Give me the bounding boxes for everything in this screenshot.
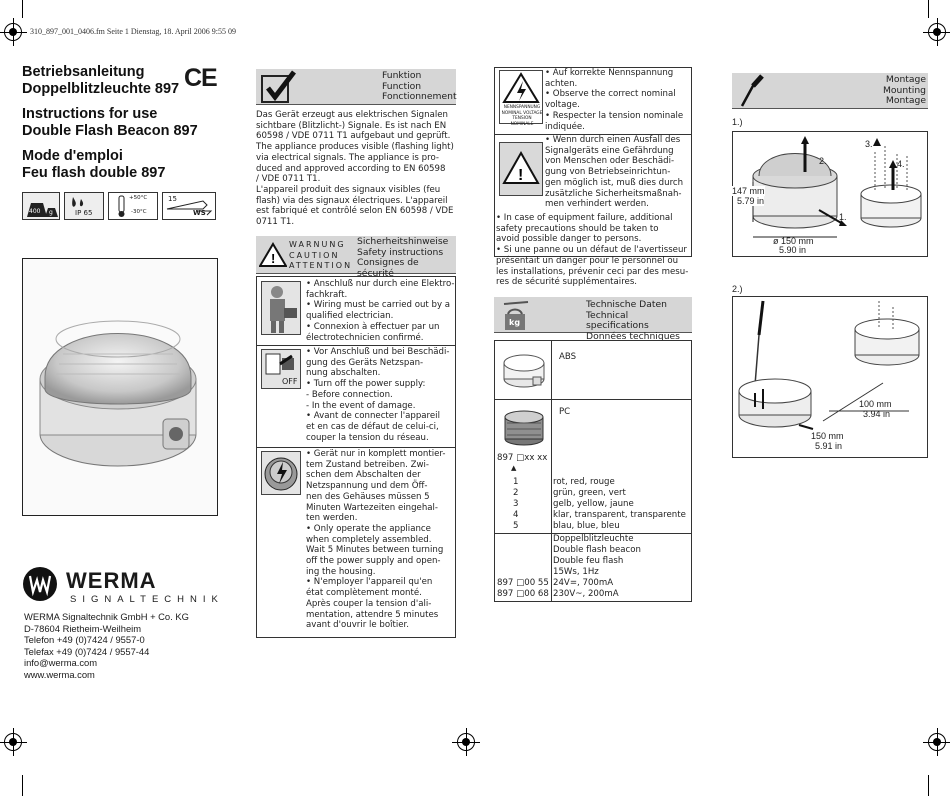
color-number: 4 [513, 510, 519, 520]
color-number: 1 [513, 477, 519, 487]
safety-line: gung des Geräts Netzspan- [306, 357, 424, 368]
ip-rating-icon [64, 192, 104, 220]
weight-unit: g [49, 209, 53, 216]
function-text [256, 110, 456, 228]
electrician-image [261, 281, 301, 335]
safety-line: mentation, attendre 5 minutes [306, 609, 439, 620]
mounting-header [732, 73, 928, 109]
failure-line: • Si une panne ou un défaut de l'avertisseur [496, 245, 687, 256]
function-line: duced and approved according to EN 60598 [256, 163, 446, 174]
function-line: Das Gerät erzeugt aus elektrischen Signalen [256, 110, 448, 120]
safety-line: état complètement monté. [306, 588, 422, 599]
safety-text-electrician [306, 279, 455, 343]
mounting-diagram-1 [732, 131, 928, 257]
safety-line: nen des Gehäuses müssen 5 [306, 491, 430, 502]
tech-heading-de: Technische Daten [586, 299, 667, 310]
color-name: gelb, yellow, jaune [553, 499, 634, 509]
safety-line: tem Zustand betreiben. Zwi- [306, 459, 430, 470]
function-line: / VDE 0711 T1. [256, 174, 321, 185]
color-number: 5 [513, 521, 519, 531]
ip-label: IP 65 [75, 209, 93, 217]
step2-label: 2.) [732, 284, 743, 294]
function-line: est fabriqué et contrôlé selon EN 60598 / VDE [256, 206, 454, 217]
tech-table [494, 340, 692, 602]
safety-line: Wait 5 Minutes between turning [306, 545, 444, 556]
failure-text-box [545, 135, 683, 210]
safety-line: avant d'ouvrir le boîtier. [306, 620, 409, 631]
safety-line: - Before connection. [306, 389, 393, 400]
address-line: Telefon +49 (0)7424 / 9557-0 [24, 634, 145, 646]
failure-line: avoid possible danger to persons. [496, 234, 642, 245]
warn-word-fr: ATTENTION [289, 261, 353, 271]
tech-heading-en: Technical specifications [586, 309, 649, 332]
material-abs: ABS [559, 352, 577, 362]
safety-line: • Avant de connecter l'appareil [306, 411, 440, 422]
safety-line: • Gerät nur in komplett montier- [306, 449, 446, 459]
beacon-voltage-image [261, 451, 301, 495]
wind-unit: WS [193, 209, 206, 217]
table-vline [551, 341, 552, 601]
function-heading-de: Funktion [382, 70, 422, 81]
voltage-line: • Auf korrekte Nennspannung [545, 68, 674, 78]
safety-line: • Connexion à effectuer par un [306, 321, 440, 332]
failure-line: les installations, prévenir ceci par des mesu- [496, 266, 689, 277]
function-line: via electrical signals. The appliance is pro- [256, 152, 439, 163]
address-line: D-78604 Rietheim-Weilheim [24, 622, 142, 634]
screwdriver-icon [736, 74, 766, 108]
safety-heading-fr: Consignes de sécurité [357, 257, 419, 280]
safety-divider [257, 345, 455, 346]
housing-abs-image [499, 349, 549, 401]
safety-header [256, 236, 456, 280]
failure-line: zusätzliche Sicherheitsmaßnah- [545, 188, 682, 199]
safety-heading-de: Sicherheitshinweise [357, 236, 449, 247]
warn-word-en: CAUTION [289, 250, 340, 260]
variant-code: 897 □00 55 [497, 578, 549, 588]
mounting-diagram-2 [732, 296, 928, 458]
mounting-heading-fr: Montage [885, 95, 926, 107]
address-line: Telefax +49 (0)7424 / 9557-44 [24, 645, 150, 657]
failure-line: res de sécurité supplémentaires. [496, 277, 638, 288]
title-fr-line2: Feu flash double 897 [22, 165, 166, 181]
title-fr-line1: Mode d'emploi [22, 148, 123, 164]
spec-icon-row [22, 192, 216, 220]
warning-triangle-icon [259, 242, 287, 268]
safety-text-power [306, 347, 449, 443]
failure-line: présentait un danger pour le personnel ou [496, 255, 679, 266]
company-address [24, 611, 189, 681]
tech-header [494, 297, 692, 343]
safety-divider [257, 447, 455, 448]
failure-line: von Menschen oder Beschädi- [545, 156, 675, 167]
failure-line: • In case of equipment failure, additional [496, 213, 673, 223]
safety-line: when completely assembled. [306, 534, 432, 545]
registration-mark [457, 733, 475, 751]
failure-line: Signalgeräts eine Gefährdung [545, 145, 674, 156]
function-line: sichtbare (Blitzlicht-) Signale. Es ist nach EN [256, 120, 447, 131]
temp-low: -30°C [131, 209, 147, 215]
failure-text-full [496, 213, 688, 288]
variant-spec: 230V~, 200mA [553, 589, 619, 599]
height-mm: 147 mm [732, 186, 765, 196]
safety-line: • N'employer l'appareil qu'en [306, 577, 433, 588]
werma-logo [22, 566, 224, 610]
function-heading-en: Function [382, 80, 422, 92]
part-code: 897 □xx xx [497, 453, 548, 463]
title-en-line1: Instructions for use [22, 106, 158, 122]
function-line: L'appareil produit des signaux visibles (feu [256, 184, 441, 195]
function-line: 0711 T1. [256, 217, 295, 228]
function-line: The appliance produces visible (flashing light) [256, 142, 454, 153]
address-line: www.werma.com [24, 668, 95, 680]
safety-line: schen dem Abschalten der [306, 470, 421, 481]
weight-icon [22, 192, 60, 220]
safety-line: couper la tension du réseau. [306, 432, 429, 443]
safety-line: - In the event of damage. [306, 400, 416, 411]
height-in: 5.79 in [737, 196, 765, 206]
voltage-line: • Observe the correct nominal [545, 89, 676, 100]
temp-high: +50°C [129, 195, 148, 201]
arrow-4-label: 4. [897, 159, 905, 169]
warn-word-de: WARNUNG [289, 240, 346, 249]
safety-line: ten werden. [306, 513, 358, 524]
dim-150-in: 5.91 in [815, 441, 843, 451]
failure-line: safety precautions should be taken to [496, 223, 659, 234]
dome-pc-image [499, 403, 549, 453]
svg-text:!: ! [518, 167, 524, 184]
off-label: OFF [282, 377, 298, 386]
material-pc: PC [559, 407, 571, 417]
wind-icon [162, 192, 216, 220]
svg-text:!: ! [271, 251, 276, 266]
registration-mark [928, 23, 946, 41]
safety-line: • Turn off the power supply: [306, 379, 426, 390]
safety-line: • Wiring must be carried out by a [306, 300, 451, 311]
safety-line: • Only operate the appliance [306, 523, 431, 534]
arrow-2-label: 2. [819, 156, 827, 166]
power-off-image [261, 349, 301, 389]
product-photo [22, 258, 218, 516]
product-name-en: Double flash beacon [553, 545, 641, 555]
ce-mark: CE [184, 64, 217, 92]
step1-label: 1.) [732, 117, 743, 127]
title-block [22, 64, 198, 182]
safety-line: électrotechnicien confirmé. [306, 332, 424, 343]
title-de-line2: Doppelblitzleuchte 897 [22, 81, 180, 97]
color-number: 2 [513, 488, 519, 498]
safety-line: fachkraft. [306, 289, 348, 300]
function-header [256, 69, 456, 105]
dim-100-in: 3.94 in [863, 409, 891, 419]
safety-table [256, 276, 456, 638]
sign-line: TENSION NOMINALE [510, 116, 534, 127]
title-de-line1: Betriebsanleitung [22, 64, 145, 80]
crop-mark [22, 775, 23, 796]
voltage-line: indiquée. [545, 121, 585, 132]
table-hline [495, 399, 691, 400]
mounting-heading-en: Mounting [882, 84, 926, 96]
sign-line: NOMINAL VOLTAGE [501, 110, 543, 116]
color-name: klar, transparent, transparente [553, 510, 686, 520]
part-code-arrow: ▲ [511, 464, 517, 472]
failure-line: gen möglich ist, muß dies durch [545, 177, 684, 188]
safety-line: • Anschluß nur durch eine Elektro- [306, 279, 455, 289]
diameter-in: 5.90 in [779, 245, 807, 255]
color-name: blau, blue, bleu [553, 521, 620, 531]
voltage-line: • Respecter la tension nominale [545, 110, 684, 121]
registration-mark [4, 733, 22, 751]
voltage-line: achten. [545, 78, 578, 89]
address-line: WERMA Signaltechnik GmbH + Co. KG [24, 611, 189, 622]
title-en-line2: Double Flash Beacon 897 [22, 123, 198, 139]
crop-mark [22, 0, 23, 18]
arrow-1-label: 1. [839, 212, 847, 222]
safety-text-assembly [306, 449, 445, 631]
safety-line: et en cas de défaut de celui-ci, [306, 421, 439, 432]
color-number: 3 [513, 499, 519, 509]
mounting-heading-de: Montage [885, 74, 926, 85]
flash-energy: 15Ws, 1Hz [553, 567, 599, 577]
failure-line: men verhindert werden. [545, 199, 649, 210]
kg-label: kg [509, 318, 521, 327]
variant-code: 897 □00 68 [497, 589, 549, 599]
failure-line: • Wenn durch einen Ausfall des [545, 135, 681, 145]
safety-line: qualified electrician. [306, 311, 394, 322]
failure-line: gung von Betriebseinrichtun- [545, 167, 671, 178]
arrow-3-label: 3. [865, 139, 873, 149]
crop-mark [928, 775, 929, 796]
safety-line: Après couper la tension d'ali- [306, 598, 432, 609]
file-slug: 310_897_001_0406.fm Seite 1 Dienstag, 18. April 2006 9:55 09 [30, 27, 236, 36]
tech-heading-fr: Données techniques [586, 331, 680, 343]
werma-logo-mark [22, 566, 62, 606]
safety-line: nung abschalten. [306, 368, 381, 379]
safety-line: Netzspannung und dem Öff- [306, 481, 428, 492]
voltage-text [545, 68, 683, 132]
variant-spec: 24V=, 700mA [553, 578, 614, 588]
color-name: grün, green, vert [553, 488, 626, 498]
safety-line: • Vor Anschluß und bei Beschädi- [306, 347, 450, 357]
diameter-mm: ø 150 mm [773, 236, 814, 246]
safety-heading-en: Safety instructions [357, 246, 444, 258]
crop-mark [928, 0, 929, 18]
address-line: info@werma.com [24, 657, 98, 669]
dim-150-mm: 150 mm [811, 431, 844, 441]
nominal-voltage-sign [499, 70, 543, 127]
dim-100-mm: 100 mm [859, 399, 892, 409]
wind-number: 15 [168, 195, 177, 203]
registration-mark [928, 733, 946, 751]
weight-value: 400 [29, 208, 41, 215]
checkmark-icon [260, 70, 300, 104]
color-name: rot, red, rouge [553, 477, 615, 487]
function-line: flash) via des signaux électriques. L'appareil [256, 195, 448, 206]
temperature-icon [108, 192, 158, 220]
registration-mark [4, 23, 22, 41]
logo-name: WERMA [66, 568, 157, 593]
safety-line: ing the housing. [306, 566, 376, 577]
product-name-fr: Double feu flash [553, 556, 624, 566]
sign-line: NENNSPANNUNG [503, 105, 541, 110]
safety-line: Minuten Wartezeiten eingehal- [306, 502, 439, 513]
function-line: 60598 / VDE 0711 T1 aufgebaut und geprüft. [256, 131, 451, 142]
safety-line: off the power supply and open- [306, 556, 441, 567]
function-heading-fr: Fonctionnement [382, 91, 457, 103]
product-name-de: Doppelblitzleuchte [553, 534, 634, 544]
failure-warning-sign [499, 142, 543, 196]
voltage-line: voltage. [545, 100, 580, 111]
logo-subtitle: SIGNALTECHNIK [70, 594, 224, 605]
